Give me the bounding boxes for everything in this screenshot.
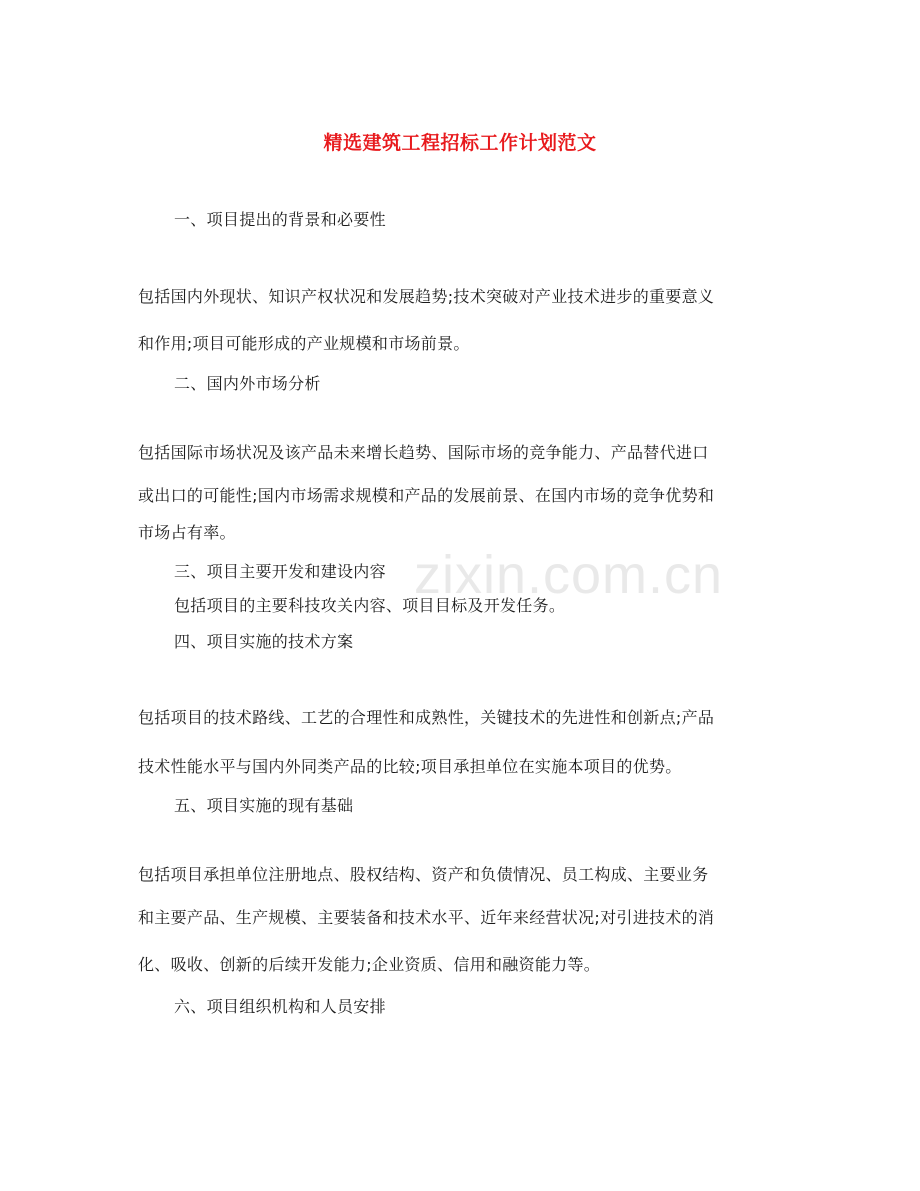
section-heading-1: 一、项目提出的背景和必要性 — [174, 210, 386, 229]
paragraph-line: 或出口的可能性;国内市场需求规模和产品的发展前景、在国内市场的竞争优势和 — [138, 486, 715, 505]
paragraph-line: 技术性能水平与国内外同类产品的比较;项目承担单位在实施本项目的优势。 — [138, 757, 682, 776]
section-heading-2: 二、国内外市场分析 — [174, 374, 321, 393]
document-title: 精选建筑工程招标工作计划范文 — [323, 132, 597, 154]
paragraph-line: 包括国内外现状、知识产权状况和发展趋势;技术突破对产业技术进步的重要意义 — [138, 287, 715, 306]
paragraph-line: 和主要产品、生产规模、主要装备和技术水平、近年来经营状况;对引进技术的消 — [138, 908, 715, 927]
section-heading-3: 三、项目主要开发和建设内容 — [174, 562, 386, 581]
paragraph-line: 包括国际市场状况及该产品未来增长趋势、国际市场的竞争能力、产品替代进口 — [138, 443, 709, 462]
paragraph-line: 包括项目的技术路线、工艺的合理性和成熟性，关键技术的先进性和创新点;产品 — [138, 708, 715, 727]
paragraph-line: 和作用;项目可能形成的产业规模和市场前景。 — [138, 334, 470, 353]
section-heading-4: 四、项目实施的技术方案 — [174, 632, 354, 651]
paragraph-line: 化、吸收、创新的后续开发能力;企业资质、信用和融资能力等。 — [138, 955, 601, 974]
paragraph-line: 包括项目的主要科技攻关内容、项目目标及开发任务。 — [174, 596, 566, 615]
section-heading-5: 五、项目实施的现有基础 — [174, 796, 354, 815]
section-heading-6: 六、项目组织机构和人员安排 — [174, 997, 386, 1016]
paragraph-line: 包括项目承担单位注册地点、股权结构、资产和负债情况、员工构成、主要业务 — [138, 865, 709, 884]
paragraph-line: 市场占有率。 — [138, 523, 236, 542]
watermark: zixin.com.cn — [414, 545, 724, 605]
